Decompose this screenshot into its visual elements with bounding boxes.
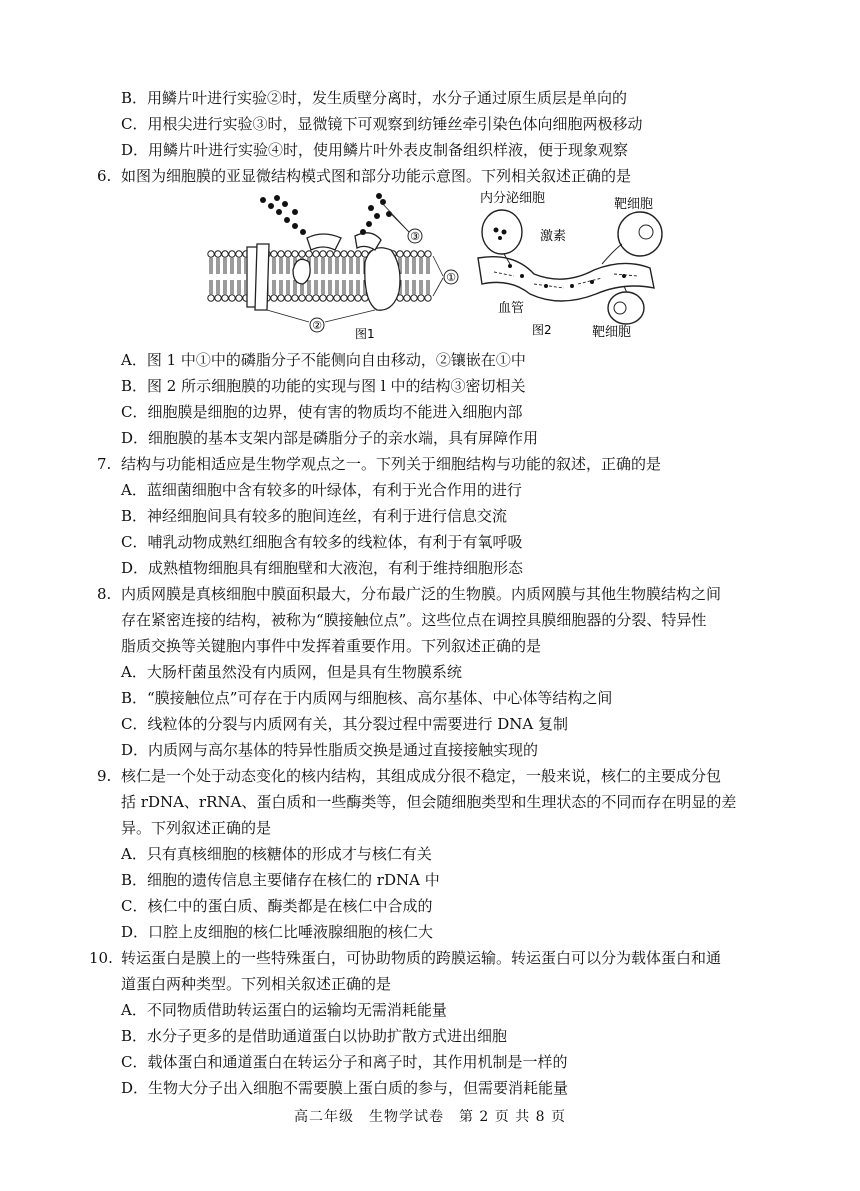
figure-1-membrane (205, 192, 470, 342)
phospholipid-head (411, 295, 417, 301)
phospholipid-head (292, 295, 298, 301)
q9-option-b: B．细胞的遗传信息主要储存在核仁的 rDNA 中 (121, 871, 440, 889)
phospholipid-head (348, 251, 354, 257)
q7-stem: 结构与功能相适应是生物学观点之一。下列关于细胞结构与功能的叙述，正确的是 (121, 455, 662, 473)
channel-protein-right (255, 244, 269, 310)
phospholipid-head (222, 251, 228, 257)
phospholipid-head (292, 251, 298, 257)
transmembrane-protein (365, 248, 400, 310)
q6-option-a: A．图 1 中①中的磷脂分子不能侧向自由移动，②镶嵌在①中 (121, 351, 526, 369)
q9-stem-line-2: 括 rDNA、rRNA、蛋白质和一些酶类等，但会随细胞类型和生理状态的不同而存在明显的差 (121, 793, 737, 811)
phospholipid-head (222, 295, 228, 301)
q8-stem-line-3: 脂质交换等关键胞内事件中发挥着重要作用。下列叙述正确的是 (121, 637, 542, 655)
phospholipid-head (334, 251, 340, 257)
figure-1-label: 图1 (355, 327, 375, 341)
page-footer: 高二年级 生物学试卷 第 2 页 共 8 页 (293, 1109, 567, 1125)
phospholipid-head (327, 251, 333, 257)
q10-option-c: C．载体蛋白和通道蛋白在转运分子和离子时，其作用机制是一样的 (121, 1053, 568, 1071)
phospholipid-head (320, 295, 326, 301)
marker-1: ① (446, 271, 456, 284)
q10-stem-line-2: 道蛋白两种类型。下列相关叙述正确的是 (121, 975, 392, 993)
phospholipid-head (348, 295, 354, 301)
q8-option-b: B．“膜接触位点”可存在于内质网与细胞核、高尔基体、中心体等结构之间 (121, 689, 613, 707)
marker-3: ③ (410, 230, 420, 243)
phospholipid-head (334, 295, 340, 301)
phospholipid-head (236, 295, 242, 301)
q7-option-d: D．成熟植物细胞具有细胞壁和大液泡，有利于维持细胞形态 (121, 559, 524, 577)
phospholipid-head (425, 295, 431, 301)
q9-number: 9. (97, 767, 112, 785)
vessel-label: 血管 (498, 301, 525, 316)
phospholipid-head (355, 295, 361, 301)
phospholipid-head (271, 251, 277, 257)
phospholipid-head (208, 251, 214, 257)
target-cell-top-label: 靶细胞 (614, 197, 654, 212)
secretory-cell-label: 内分泌细胞 (480, 191, 546, 206)
q5-option-d: D．用鳞片叶进行实验④时，使用鳞片叶外表皮制备组织样液，便于现象观察 (121, 141, 629, 159)
q8-option-d: D．内质网与高尔基体的特异性脂质交换是通过直接接触实现的 (121, 741, 539, 759)
phospholipid-head (404, 295, 410, 301)
q6-option-c: C．细胞膜是细胞的边界，使有害的物质均不能进入细胞内部 (121, 403, 523, 421)
phospholipid-head (229, 251, 235, 257)
q5-option-c: C．用根尖进行实验③时，显微镜下可观察到纺锤丝牵引染色体向细胞两极移动 (121, 115, 643, 133)
phospholipid-head (285, 251, 291, 257)
q8-stem-line-1: 内质网膜是真核细胞中膜面积最大，分布最广泛的生物膜。内质网膜与其他生物膜结构之间 (121, 585, 722, 603)
phospholipid-head (425, 251, 431, 257)
phospholipid-head (271, 295, 277, 301)
q7-option-a: A．蓝细菌细胞中含有较多的叶绿体，有利于光合作用的进行 (121, 481, 522, 499)
phospholipid-head (278, 295, 284, 301)
phospholipid-head (313, 251, 319, 257)
phospholipid-head (299, 295, 305, 301)
phospholipid-head (278, 251, 284, 257)
phospholipid-head (397, 251, 403, 257)
peripheral-protein (293, 259, 310, 284)
phospholipid-head (341, 251, 347, 257)
hormone-label: 激素 (540, 229, 567, 244)
phospholipid-head (208, 295, 214, 301)
figure-2-signaling (474, 188, 674, 342)
q6-number: 6. (97, 167, 112, 185)
phospholipid-heads-top (208, 251, 431, 257)
q10-option-b: B．水分子更多的是借助通道蛋白以协助扩散方式进出细胞 (121, 1027, 508, 1045)
phospholipid-head (341, 295, 347, 301)
q7-option-c: C．哺乳动物成熟红细胞含有较多的线粒体，有利于有氧呼吸 (121, 533, 523, 551)
phospholipid-head (215, 295, 221, 301)
phospholipid-head (236, 251, 242, 257)
phospholipid-head (411, 251, 417, 257)
phospholipid-head (355, 251, 361, 257)
phospholipid-head (404, 251, 410, 257)
phospholipid-head (285, 295, 291, 301)
phospholipid-head (313, 295, 319, 301)
phospholipid-head (306, 295, 312, 301)
phospholipid-head (306, 251, 312, 257)
glycan-chain-right (360, 193, 392, 235)
glycan-chain-left (260, 195, 306, 235)
marker-2: ② (312, 319, 322, 332)
q8-number: 8. (97, 585, 112, 603)
q9-stem-line-1: 核仁是一个处于动态变化的核内结构，其组成成分很不稳定，一般来说，核仁的主要成分包 (121, 767, 722, 785)
q9-option-c: C．核仁中的蛋白质、酶类都是在核仁中合成的 (121, 897, 433, 915)
q10-option-d: D．生物大分子出入细胞不需要膜上蛋白质的参与，但需要消耗能量 (121, 1079, 569, 1097)
glycoprotein-top-2 (355, 233, 381, 250)
q9-option-a: A．只有真核细胞的核糖体的形成才与核仁有关 (121, 845, 432, 863)
target-cell-bottom-label: 靶细胞 (592, 325, 632, 340)
q6-stem: 如图为细胞膜的亚显微结构模式图和部分功能示意图。下列相关叙述正确的是 (121, 167, 632, 185)
q10-stem-line-1: 转运蛋白是膜上的一些特殊蛋白，可协助物质的跨膜运输。转运蛋白可以分为载体蛋白和通 (121, 949, 722, 967)
phospholipid-head (229, 295, 235, 301)
phospholipid-head (215, 251, 221, 257)
q7-number: 7. (97, 455, 112, 473)
phospholipid-head (327, 295, 333, 301)
q6-option-d: D．细胞膜的基本支架内部是磷脂分子的亲水端，具有屏障作用 (121, 429, 539, 447)
phospholipid-head (418, 251, 424, 257)
q9-stem-line-3: 异。下列叙述正确的是 (121, 819, 272, 837)
q8-option-c: C．线粒体的分裂与内质网有关，其分裂过程中需要进行 DNA 复制 (121, 715, 568, 733)
q6-option-b: B．图 2 所示细胞膜的功能的实现与图 l 中的结构③密切相关 (121, 377, 526, 395)
q5-option-b: B．用鳞片叶进行实验②时，发生质壁分离时，水分子通过原生质层是单向的 (121, 89, 628, 107)
q7-option-b: B．神经细胞间具有较多的胞间连丝，有利于进行信息交流 (121, 507, 508, 525)
phospholipid-head (299, 251, 305, 257)
figure-2-label: 图2 (532, 323, 552, 337)
phospholipid-head (418, 295, 424, 301)
q10-number: 10. (89, 949, 113, 967)
q10-option-a: A．不同物质借助转运蛋白的运输均无需消耗能量 (121, 1001, 447, 1019)
glycoprotein-top (307, 234, 341, 250)
q9-option-d: D．口腔上皮细胞的核仁比唾液腺细胞的核仁大 (121, 923, 434, 941)
q8-stem-line-2: 存在紧密连接的结构，被称为“膜接触位点”。这些位点在调控具膜细胞器的分裂、特异性 (121, 611, 707, 629)
q8-option-a: A．大肠杆菌虽然没有内质网，但是具有生物膜系统 (121, 663, 462, 681)
phospholipid-head (320, 251, 326, 257)
